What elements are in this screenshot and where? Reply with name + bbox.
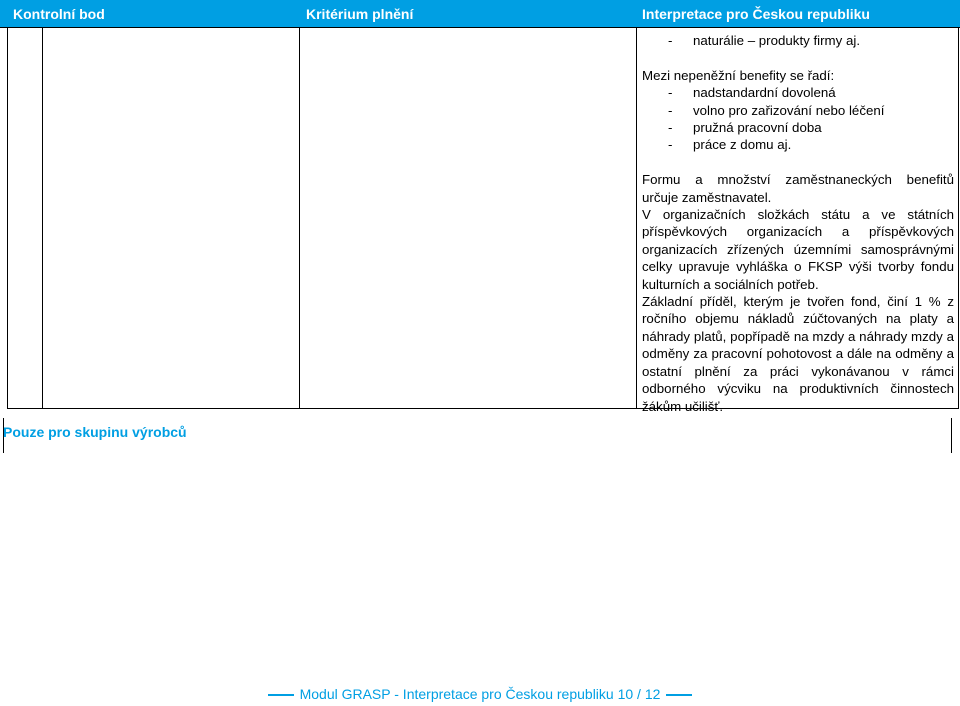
paragraph-benefits-line1: Formu a množství zaměstnaneckých benefitů: [642, 172, 954, 188]
table-divider-3: [636, 28, 637, 408]
interpretation-cell: [642, 32, 954, 415]
page-footer: [0, 686, 960, 702]
table-divider-1: [42, 28, 43, 408]
paragraph-benefits-line2: určuje zaměstnavatel.: [642, 189, 772, 205]
footer-rule-right: [666, 694, 692, 696]
nonfinancial-intro: Mezi nepeněžní benefity se řadí:: [642, 67, 835, 83]
footer-text: Modul GRASP - Interpretace pro Českou republiku 10 / 12: [299, 686, 661, 702]
section-row: [0, 418, 960, 453]
paragraph-fksp: V organizačních složkách státu a ve státních příspěvkových organizacích a příspěvkových organizacích zřízených územními samosprávnými celky upravuje vyhláška o FKSP výši tvorby fondu kulturních a sociálních potřeb.: [642, 207, 954, 292]
header-interpretace: Interpretace pro Českou republiku: [642, 6, 870, 22]
list-item: - pružná pracovní doba: [642, 119, 954, 136]
list-item: - práce z domu aj.: [642, 136, 954, 153]
header-kontrolni-bod: Kontrolní bod: [13, 6, 105, 22]
footer-rule-left: [268, 694, 294, 696]
list-item: - volno pro zařizování nebo léčení: [642, 102, 954, 119]
table-divider-2: [299, 28, 300, 408]
list-item: - nadstandardní dovolená: [642, 84, 954, 101]
section-title: Pouze pro skupinu výrobců: [3, 424, 187, 440]
section-border-right: [951, 418, 952, 453]
paragraph-allocation: Základní příděl, kterým je tvořen fond, činí 1 % z ročního objemu nákladů zúčtovaných na platy a náhrady platů, popřípadě na mzdy a náhrady mzdy a odměny za pracovní pohotovost a dále na odměny a ostatní plnění za práci vykonávanou v rámci odborného výcviku na produktivních činnostech žákům učilišť.: [642, 294, 954, 414]
header-kriterium-plneni: Kritérium plnění: [306, 6, 414, 22]
table-header: [0, 0, 960, 28]
table-border-left: [7, 28, 8, 408]
table-border-right: [958, 28, 959, 408]
list-item: - naturálie – produkty firmy aj.: [642, 32, 954, 49]
